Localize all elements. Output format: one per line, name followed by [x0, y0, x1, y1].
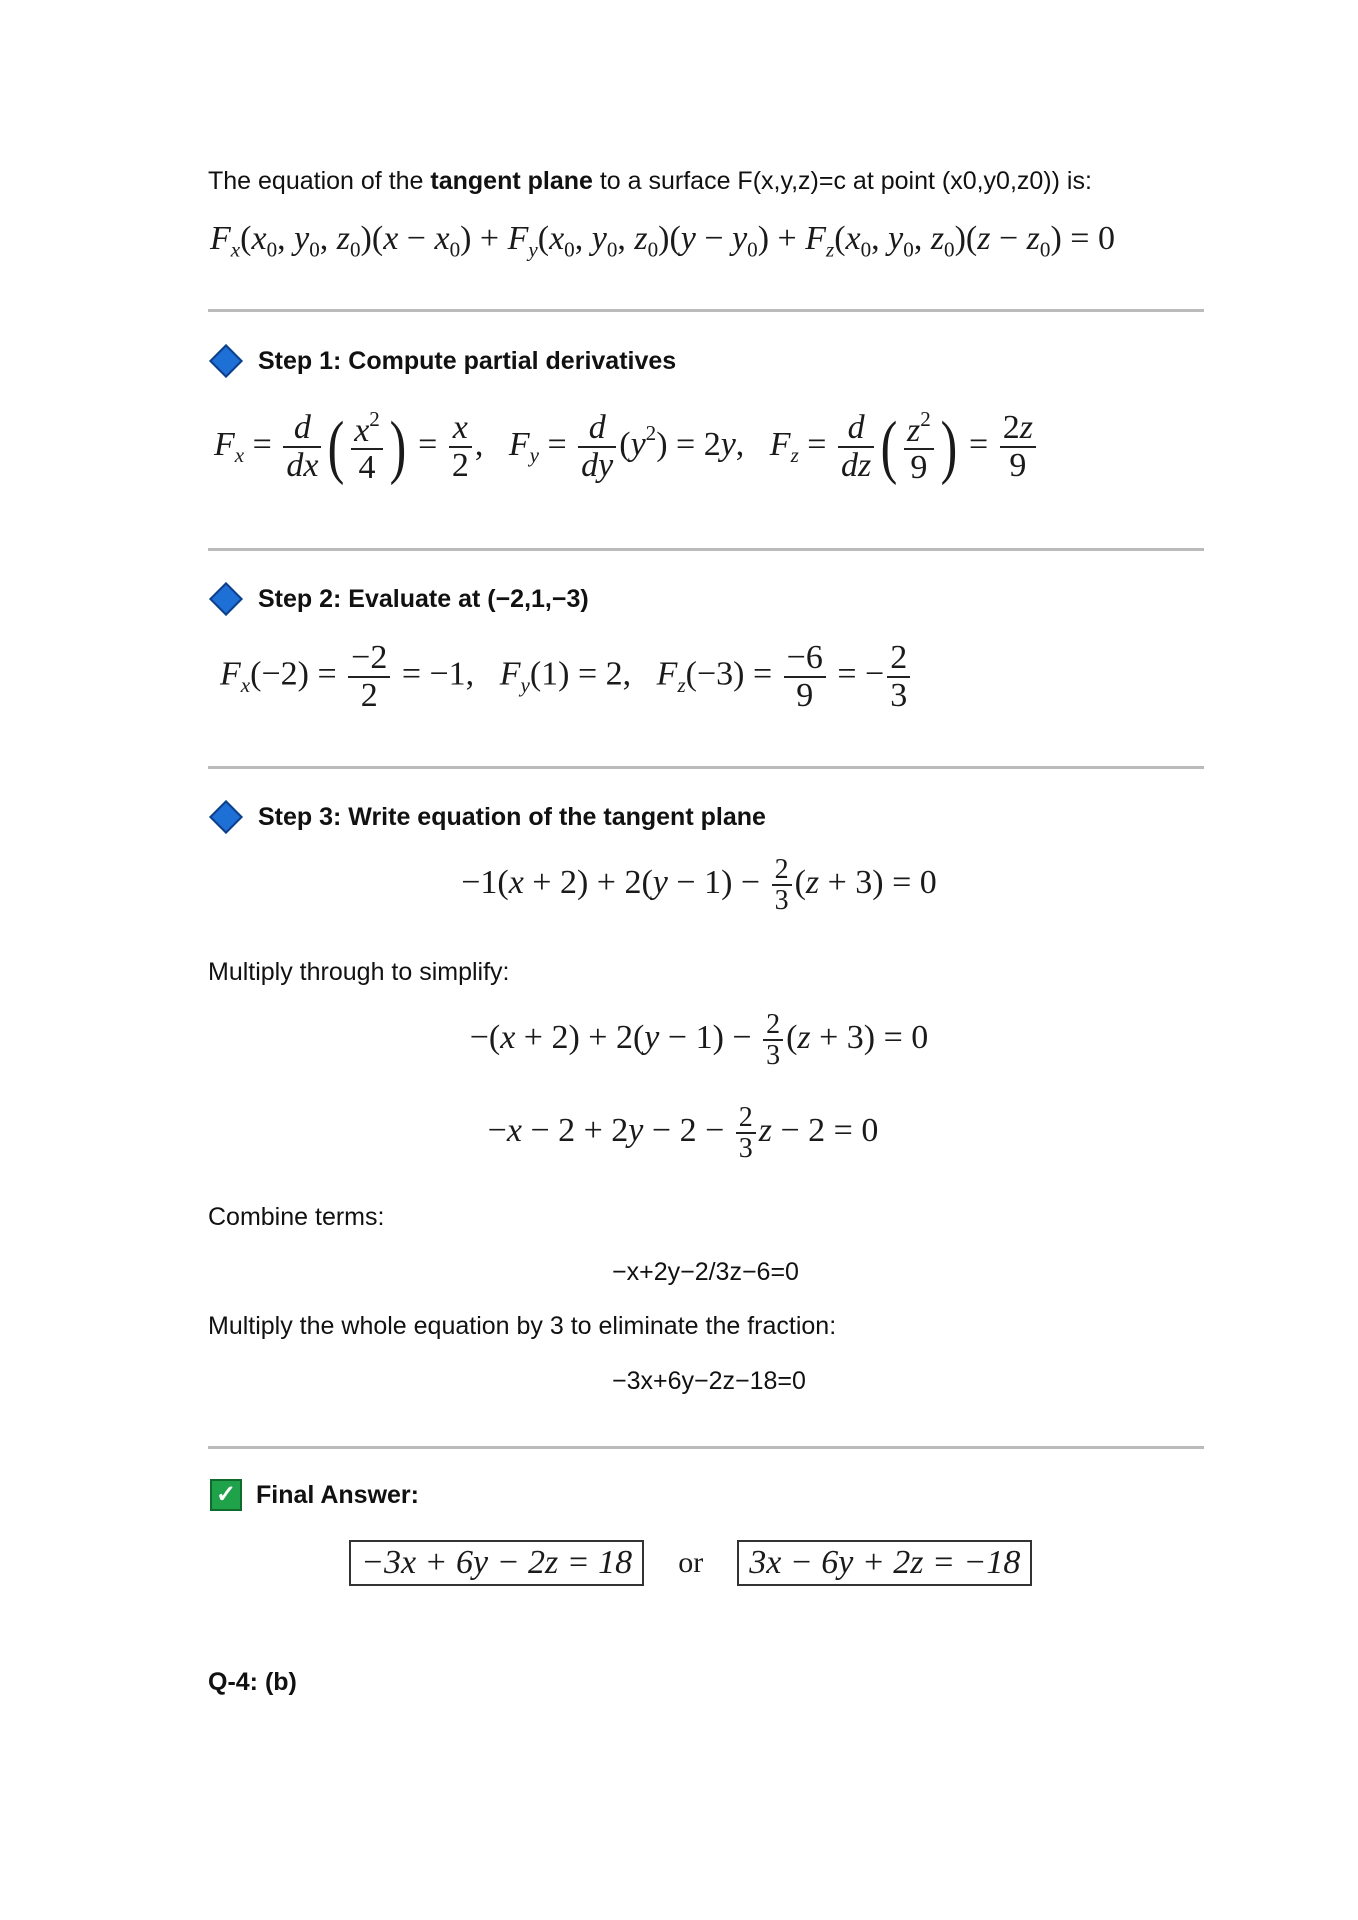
final-answer-2: 3x − 6y + 2z = −18	[737, 1540, 1032, 1586]
diamond-icon	[209, 800, 243, 834]
final-equation-text: −3x+6y−2z−18=0	[612, 1367, 806, 1395]
diamond-icon	[209, 582, 243, 616]
simplify-eq-1: −(x + 2) + 2(y − 1) − $\frac{2}{3}$ (z + 3) = 0	[469, 1009, 929, 1072]
diamond-icon	[209, 344, 243, 378]
step1-heading	[208, 346, 676, 376]
combine-terms-text: Combine terms:	[208, 1203, 385, 1231]
divider	[208, 309, 1204, 312]
checkmark-icon: ✓	[210, 1479, 242, 1511]
tangent-plane-formula: $F_x(x_0$, $y_0$, $z_0)(x - x_0) + F_y(x_0$, $y_0$, $z_0)(y - y_0) + F_z(x_0$, $y_0$, $z_0)(z - z_0) = 0$	[210, 220, 1115, 262]
question-label: Q-4: (b)	[208, 1668, 297, 1696]
final-answer-row	[349, 1540, 1032, 1586]
intro-pre: The equation of the	[208, 167, 431, 195]
combined-equation: −x+2y−2/3z−6=0	[612, 1258, 799, 1286]
intro-post: to a surface F(x,y,z)=c at point (x0,y0,z0)) is:	[592, 167, 1092, 195]
intro-text	[208, 166, 1092, 196]
intro-bold: tangent plane	[430, 167, 593, 195]
final-answer-1: −3x + 6y − 2z = 18	[349, 1540, 644, 1586]
divider	[208, 548, 1204, 551]
step1-title: Step 1: Compute partial derivatives	[258, 347, 677, 375]
step2-heading	[208, 584, 589, 614]
partial-derivatives-eq: $F_x$ = $\frac{d}{dx}$ ( $\frac{x^2}{4}$ ) = $\frac{x}{2}$ , $F_y$ = $\frac{d}{dy}$ $(y^2) = 2y$, $F_z$ = $\frac{d}{dz}$ ( $\frac{z^2}{9}$ ) = $\frac{2z}{9}$	[214, 408, 1039, 486]
or-label: or	[678, 1546, 704, 1579]
evaluate-eq: $F_x(-2)$ = $\frac{-2}{2}$ = −1, $F_y(1) = 2$, $F_z(-3)$ = $\frac{-6}{9}$ = − $\frac{2}{3}$	[220, 640, 913, 713]
simplify-eq-2: −x − 2 + 2y − 2 − $\frac{2}{3}$ z − 2 = 0	[487, 1102, 879, 1165]
divider	[208, 1446, 1204, 1449]
final-answer-title: Final Answer:	[256, 1481, 419, 1509]
step3-title: Step 3: Write equation of the tangent plane	[258, 803, 766, 831]
multiply-whole-text: Multiply the whole equation by 3 to eliminate the fraction:	[208, 1312, 837, 1340]
tangent-plane-eq: −1(x + 2) + 2(y − 1) − $\frac{2}{3}$ (z + 3) = 0	[461, 854, 937, 917]
multiply-simplify-text: Multiply through to simplify:	[208, 958, 510, 986]
step2-title: Step 2: Evaluate at (−2,1,−3)	[258, 585, 589, 613]
divider	[208, 766, 1204, 769]
step3-heading	[208, 802, 766, 832]
final-answer-heading	[210, 1479, 419, 1511]
